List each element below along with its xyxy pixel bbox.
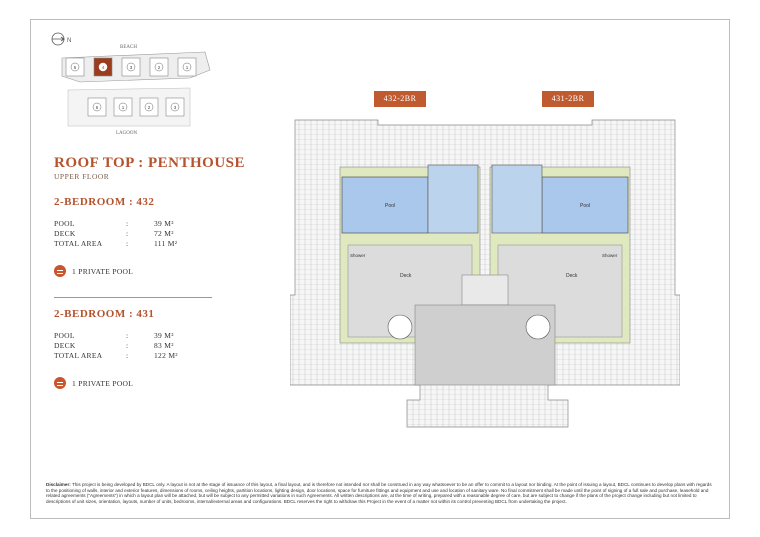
shower-label-left: Shower	[350, 253, 366, 258]
north-label: N	[67, 38, 72, 44]
feature-label: 1 PRIVATE POOL	[72, 378, 134, 388]
unit-tag-431: 431-2BR	[542, 91, 594, 107]
spec-label: TOTAL AREA	[54, 351, 103, 360]
spec-value: 83 M²	[154, 341, 174, 350]
deck-label-right: Deck	[566, 273, 578, 279]
page-title: ROOF TOP : PENTHOUSE	[54, 155, 246, 171]
deck-label-left: Deck	[400, 273, 412, 279]
unit-431-deck-row: DECK : 83 M²	[54, 341, 174, 350]
floor-plan	[290, 115, 680, 430]
lagoon-label: LAGOON	[116, 131, 138, 136]
page-subtitle: UPPER FLOOR	[54, 172, 110, 181]
beach-label: BEACH	[120, 45, 137, 50]
key-plan	[40, 30, 220, 140]
top-unit-number: 1	[185, 65, 189, 70]
unit-431-title: 2-BEDROOM : 431	[54, 308, 155, 320]
top-unit-number: 4	[101, 65, 105, 70]
pool-right-inner	[492, 165, 542, 233]
spec-value: 39 M²	[154, 219, 174, 228]
spec-value: 39 M²	[154, 331, 174, 340]
top-unit-number: 5	[73, 65, 77, 70]
pool-icon	[54, 265, 66, 277]
divider	[54, 297, 212, 298]
unit-432-total-row: TOTAL AREA : 111 M²	[54, 239, 178, 248]
bottom-unit-number: 3	[173, 105, 177, 110]
spec-label: DECK	[54, 341, 76, 350]
central-core	[462, 275, 508, 305]
top-unit-number: 3	[129, 65, 133, 70]
spiral-stair-right	[526, 315, 550, 339]
spiral-stair-left	[388, 315, 412, 339]
feature-label: 1 PRIVATE POOL	[72, 266, 134, 276]
disclaimer-text: This project is being developed by BDCL only. A layout is not at the stage of issuance of this layout, a final layout, and is therefore not intended nor shall be construed in any way whatsoever to be an offer to commit to a layout nor binding. At the point of issuing a layout, BDCL continues to develop plans with regards to the positioning of walls, interior and exterior features, dimensions of rooms, ceiling heights, partition locations, lighting design, door locations, space for furniture fittings and equipment and use and location of sanitary ware. No final commitment shall be made until the point of signing of a full sale and purchase, leasehold and related agreements ("Agreements") in which a layout plan will be attached, but will be subject to any permitted variations in such Agreements. All written descriptions are, at the time of writing, prepared with a reasonable degree of care, but are subject to change if the plans of the project change including but not limited to descriptions of unit sizes, orientation, layouts, number of units, bedrooms, internal/external areas and configurations. BDCL reserves the right to withdraw this Project in the event of a matter not within its control preventing BDCL from undertaking the project.	[46, 482, 712, 504]
unit-431-feature	[54, 377, 133, 389]
pool-label-right: Pool	[580, 203, 591, 209]
spec-label: TOTAL AREA	[54, 239, 103, 248]
unit-432-pool-row: POOL : 39 M²	[54, 219, 174, 228]
disclaimer	[46, 482, 714, 504]
spec-label: DECK	[54, 229, 76, 238]
bottom-unit-number: 6	[95, 105, 99, 110]
unit-432-title: 2-BEDROOM : 432	[54, 196, 155, 208]
spec-label: POOL	[54, 331, 75, 340]
shower-label-right: Shower	[602, 253, 618, 258]
spec-value: 72 M²	[154, 229, 174, 238]
unit-432-deck-row: DECK : 72 M²	[54, 229, 174, 238]
top-unit-number: 2	[157, 65, 161, 70]
spec-value: 122 M²	[154, 351, 178, 360]
pool-icon	[54, 377, 66, 389]
bottom-unit-number: 1	[121, 105, 125, 110]
bottom-unit-number: 2	[147, 105, 151, 110]
unit-431-total-row: TOTAL AREA : 122 M²	[54, 351, 178, 360]
pool-left-inner	[428, 165, 478, 233]
disclaimer-label: Disclaimer:	[46, 482, 71, 487]
unit-431-pool-row: POOL : 39 M²	[54, 331, 174, 340]
unit-432-feature	[54, 265, 133, 277]
north-arrow	[52, 33, 64, 45]
spec-label: POOL	[54, 219, 75, 228]
pool-label-left: Pool	[385, 203, 396, 209]
spec-value: 111 M²	[154, 239, 178, 248]
unit-tag-432: 432-2BR	[374, 91, 426, 107]
